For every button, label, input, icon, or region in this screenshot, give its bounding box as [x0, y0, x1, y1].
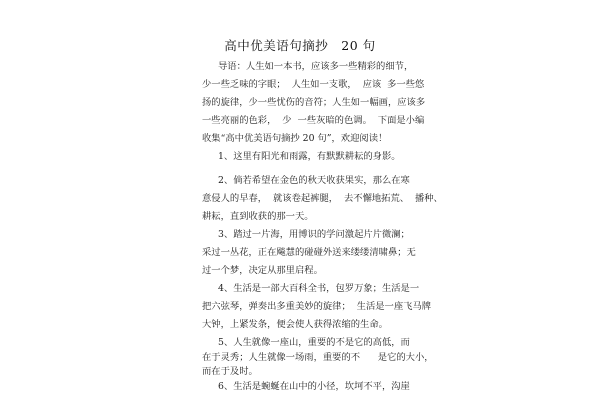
- list-item-line: 意侵人的早春， 就该卷起裤腿， 去不懈地拓荒、 播种、: [202, 193, 443, 204]
- list-item-line: 5、人生就像一座山，重要的不是它的高低，而: [218, 337, 410, 348]
- list-item-line: 采过一丛花，正在飚慧的碰碰外送来缕缕清啸鼻；无: [202, 247, 416, 258]
- list-item-line: 在于灵秀；人生就像一场雨，重要的不 是它的大小，: [202, 352, 434, 363]
- list-item-line: 4、生活是一部大百科全书，包罗万象；生活是一: [218, 283, 420, 294]
- intro-line: 扬的旋律，少一些忧伤的音符；人生如一幅画，应该多: [202, 97, 426, 108]
- list-item-line: 6、生活是蜿蜒在山中的小径，坎坷不平，沟崖: [218, 381, 410, 392]
- document-title: 高中优美语句摘抄 20 句: [224, 38, 376, 53]
- list-item-line: 而在于及时。: [202, 366, 258, 377]
- list-item-line: 大钟，上紧发条，便会使人获得浓缩的生命。: [202, 319, 388, 330]
- list-item-line: 把六弦琴，弹奏出多重美妙的旋律； 生活是一座飞马牌: [202, 301, 432, 312]
- list-item-line: 1、这里有阳光和雨露，有默默耕耘的身影。: [218, 151, 401, 162]
- list-item-line: 2、倘若希望在金色的秋天收获果实，那么在寒: [218, 175, 410, 186]
- intro-line: 导语：人生如一本书，应该多一些精彩的细节，: [218, 61, 414, 72]
- intro-line: 少一些乏味的字眼； 人生如一支歌， 应该 多一些悠: [202, 79, 425, 90]
- list-item-line: 过一个梦，决定从那里启程。: [202, 265, 323, 276]
- list-item-line: 耕耘，直到收获的那一天。: [202, 211, 314, 222]
- intro-line: 收集“高中优美语句摘抄 20 句”，欢迎阅读！: [202, 133, 388, 144]
- list-item-line: 3、踏过一片海，用博识的学问激起片片微澜；: [218, 229, 410, 240]
- intro-line: 一些亮丽的色彩， 少 一些灰暗的色调。 下面是小编: [202, 115, 425, 126]
